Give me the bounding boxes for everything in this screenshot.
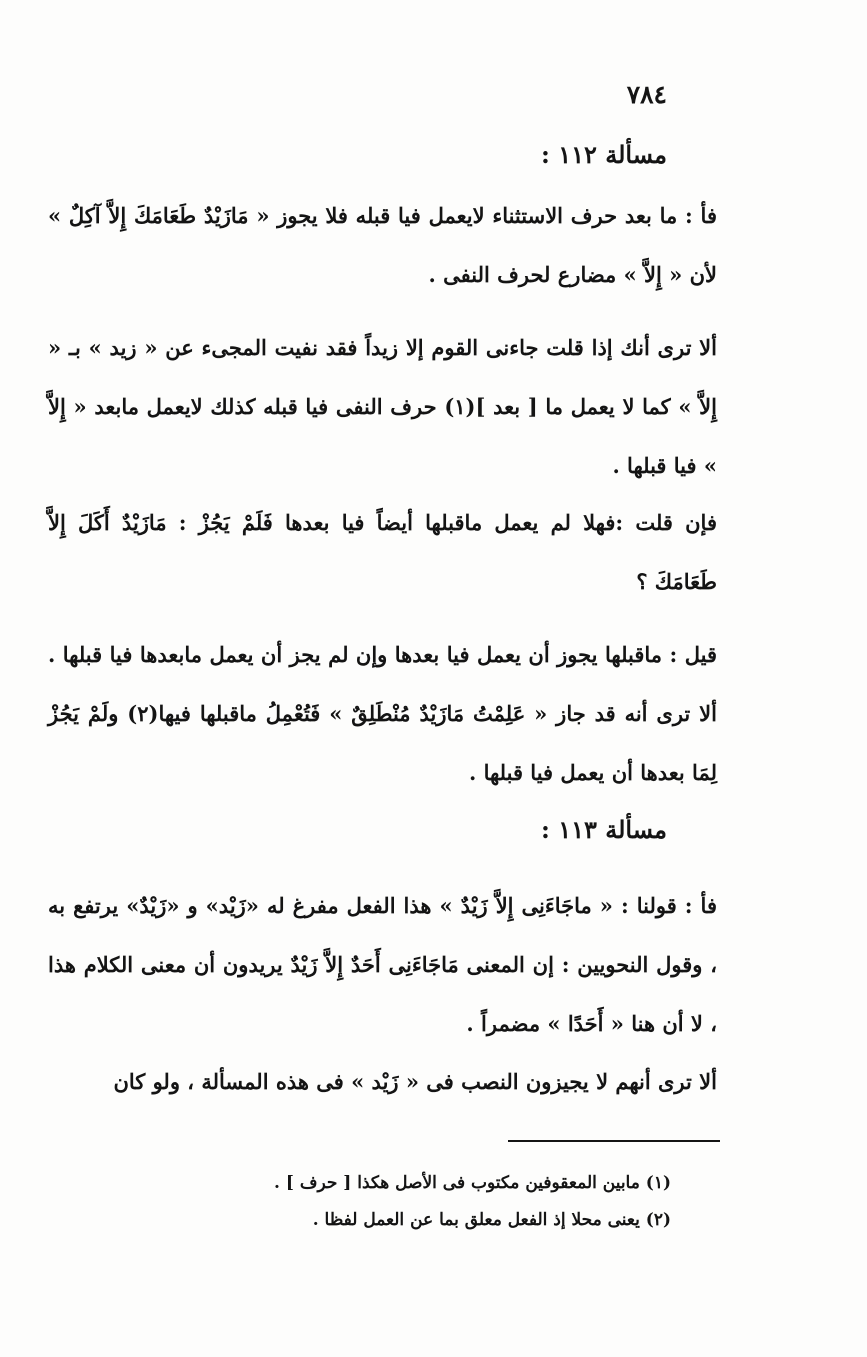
- section-heading-113: مسألة ١١٣ :: [540, 815, 667, 844]
- paragraph: قيل : ماقبلها يجوز أن يعمل فيا بعدها وإن لم يجز أن يعمل مابعدها فيا قبلها . ألا ترى أنه قد جاز « عَلِمْتُ مَازَيْدٌ مُنْطَلِقٌ » فَتُعْمِلُ ماقبلها فيها(٢) ولَمْ يَجُزْ لِمَا بعدها أن يعمل فيا قبلها .: [48, 642, 717, 785]
- footnotes: [274, 1165, 671, 1239]
- footnote-2: (٢) يعنى محلا إذ الفعل معلق بما عن العمل لفظا .: [312, 1210, 671, 1230]
- paragraph: فأ : ما بعد حرف الاستثناء لايعمل فيا قبله فلا يجوز « مَازَيْدٌ طَعَامَكَ إِلاَّ آكِلٌ » لأن « إِلاَّ » مضارع لحرف النفى .: [48, 203, 717, 287]
- paragraph: ألا ترى أنهم لا يجيزون النصب فى « زَيْد » فى هذه المسألة ، ولو كان: [113, 1069, 717, 1094]
- footnote-separator: [508, 1140, 720, 1142]
- paragraph: فإن قلت :فهلا لم يعمل ماقبلها أيضاً فيا بعدها فَلَمْ يَجُزْ : مَازَيْدٌ أَكَلَ إِلاَّ طَعَامَكَ ؟: [48, 510, 717, 594]
- footnote-1: (١) مابين المعقوفين مكتوب فى الأصل هكذا [ حرف ] .: [274, 1173, 671, 1193]
- section-heading-112: مسألة ١١٢ :: [540, 140, 667, 169]
- page-number: ٧٨٤: [626, 80, 667, 109]
- paragraph: ألا ترى أنك إذا قلت جاءنى القوم إلا زيداً فقد نفيت المجىء عن « زيد » بـ « إِلاَّ » كما لا يعمل ما [ بعد ](١) حرف النفى فيا قبله كذلك لايعمل مابعد « إِلاَّ » فيا قبلها .: [48, 335, 717, 478]
- paragraph: فأ : قولنا : « ماجَاءَنِى إِلاَّ زَيْدٌ » هذا الفعل مفرغ له «زَيْد» و «زَيْدٌ» يرتفع به ، وقول النحويين : إن المعنى مَاجَاءَنِى أَحَدٌ إِلاَّ زَيْدٌ يريدون أن معنى الكلام هذا ، لا أن هنا « أَحَدًا » مضمراً .: [48, 893, 717, 1036]
